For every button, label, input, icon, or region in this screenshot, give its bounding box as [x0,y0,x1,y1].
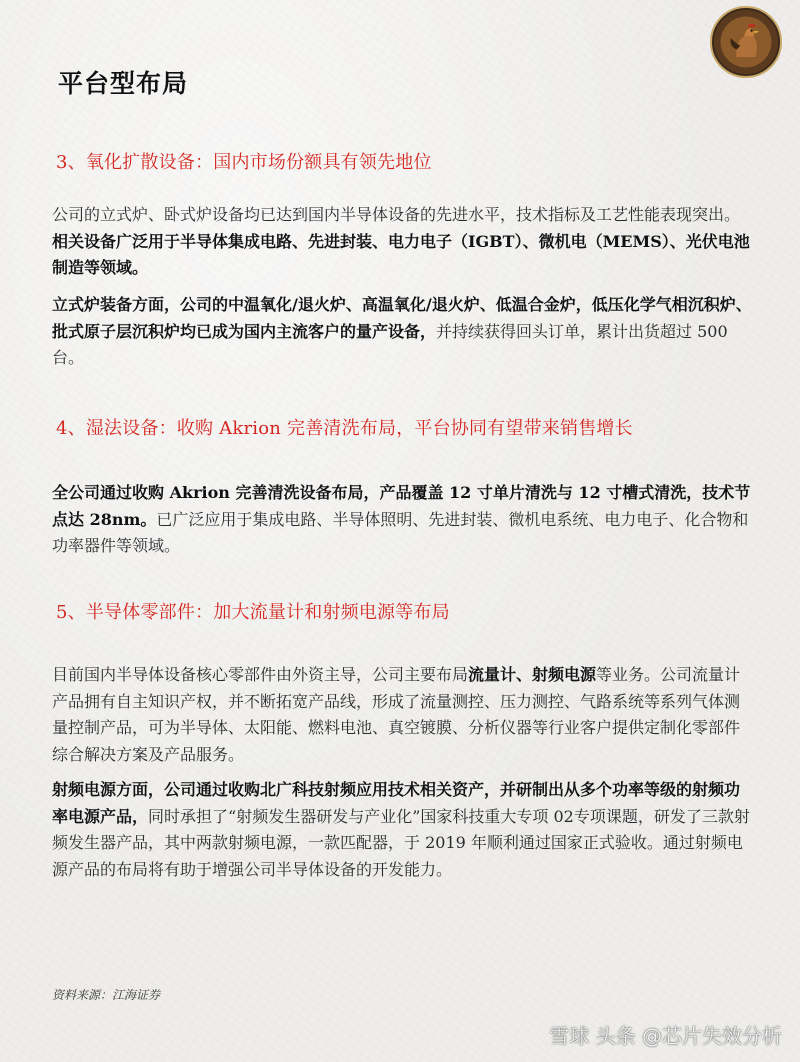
paragraph-text-bold: 流量计、射频电源 [468,665,597,684]
paragraph-flowmeter [52,662,752,768]
paragraph-text: 等业务。公司流量计产品拥有自主知识产权，并不断拓宽产品线，形成了流量测控、压力测控、气路系统等系列气体测量控制产品，可为半导体、太阳能、燃料电池、真空镀膜、分析仪器等行业客户提供定制化零部件综合解决方案及产品服务。 [52,665,741,764]
paragraph-text: 已广泛应用于集成电路、半导体照明、先进封装、微机电系统、电力电子、化合物和功率器件等领域。 [52,509,749,555]
paragraph-text: 公司的立式炉、卧式炉设备均已达到国内半导体设备的先进水平，技术指标及工艺性能表现突出。 [52,205,741,224]
source-note: 资料来源：江海证券 [52,988,161,1002]
paragraph-akrion [52,480,752,560]
section-heading-oxidation: 3、氧化扩散设备：国内市场份额具有领先地位 [56,152,432,173]
paragraph-text: 并持续获得回头订单，累计出货超过 500 台。 [52,321,728,367]
section-heading-components: 5、半导体零部件：加大流量计和射频电源等布局 [56,602,450,623]
paragraph-text-bold: 射频电源方面，公司通过收购北广科技射频应用技术相关资产，并研制出从多个功率等级的射频功率电源产品， [52,780,741,826]
paragraph-text-bold: 全公司通过收购 Akrion 完善清洗设备布局，产品覆盖 12 寸单片清洗与 12 寸槽式清洗，技术节点达 28nm。 [52,483,751,529]
page-title: 平台型布局 [58,69,189,98]
paragraph-text: 同时承担了“射频发生器研发与产业化”国家科技重大专项 02专项课题，研发了三款射频发生器产品，其中两款射频电源，一款匹配器，于 2019 年顺利通过国家正式验收。通过射频电源产品的布局将有助于增强公司半导体设备的开发能力。 [52,806,750,879]
watermark-text: 雪球 头条 @芯片失效分析 [549,1024,782,1048]
paragraph-oxidation-overview [52,202,752,282]
section-heading-wet-process: 4、湿法设备：收购 Akrion 完善清洗布局，平台协同有望带来销售增长 [56,418,633,439]
rooster-logo-icon [710,6,782,78]
paragraph-text: 目前国内半导体设备核心零部件由外资主导，公司主要布局 [52,665,469,684]
paragraph-vertical-furnace [52,292,752,372]
paragraph-text-bold: 相关设备广泛用于半导体集成电路、先进封装、电力电子（IGBT）、微机电（MEMS）、光伏电池制造等领域。 [52,231,750,277]
paragraph-rf-power [52,777,752,883]
paragraph-text-bold: 立式炉装备方面，公司的中温氧化/退火炉、高温氧化/退火炉、低温合金炉，低压化学气相沉积炉、批式原子层沉积炉均已成为国内主流客户的量产设备， [52,295,752,341]
